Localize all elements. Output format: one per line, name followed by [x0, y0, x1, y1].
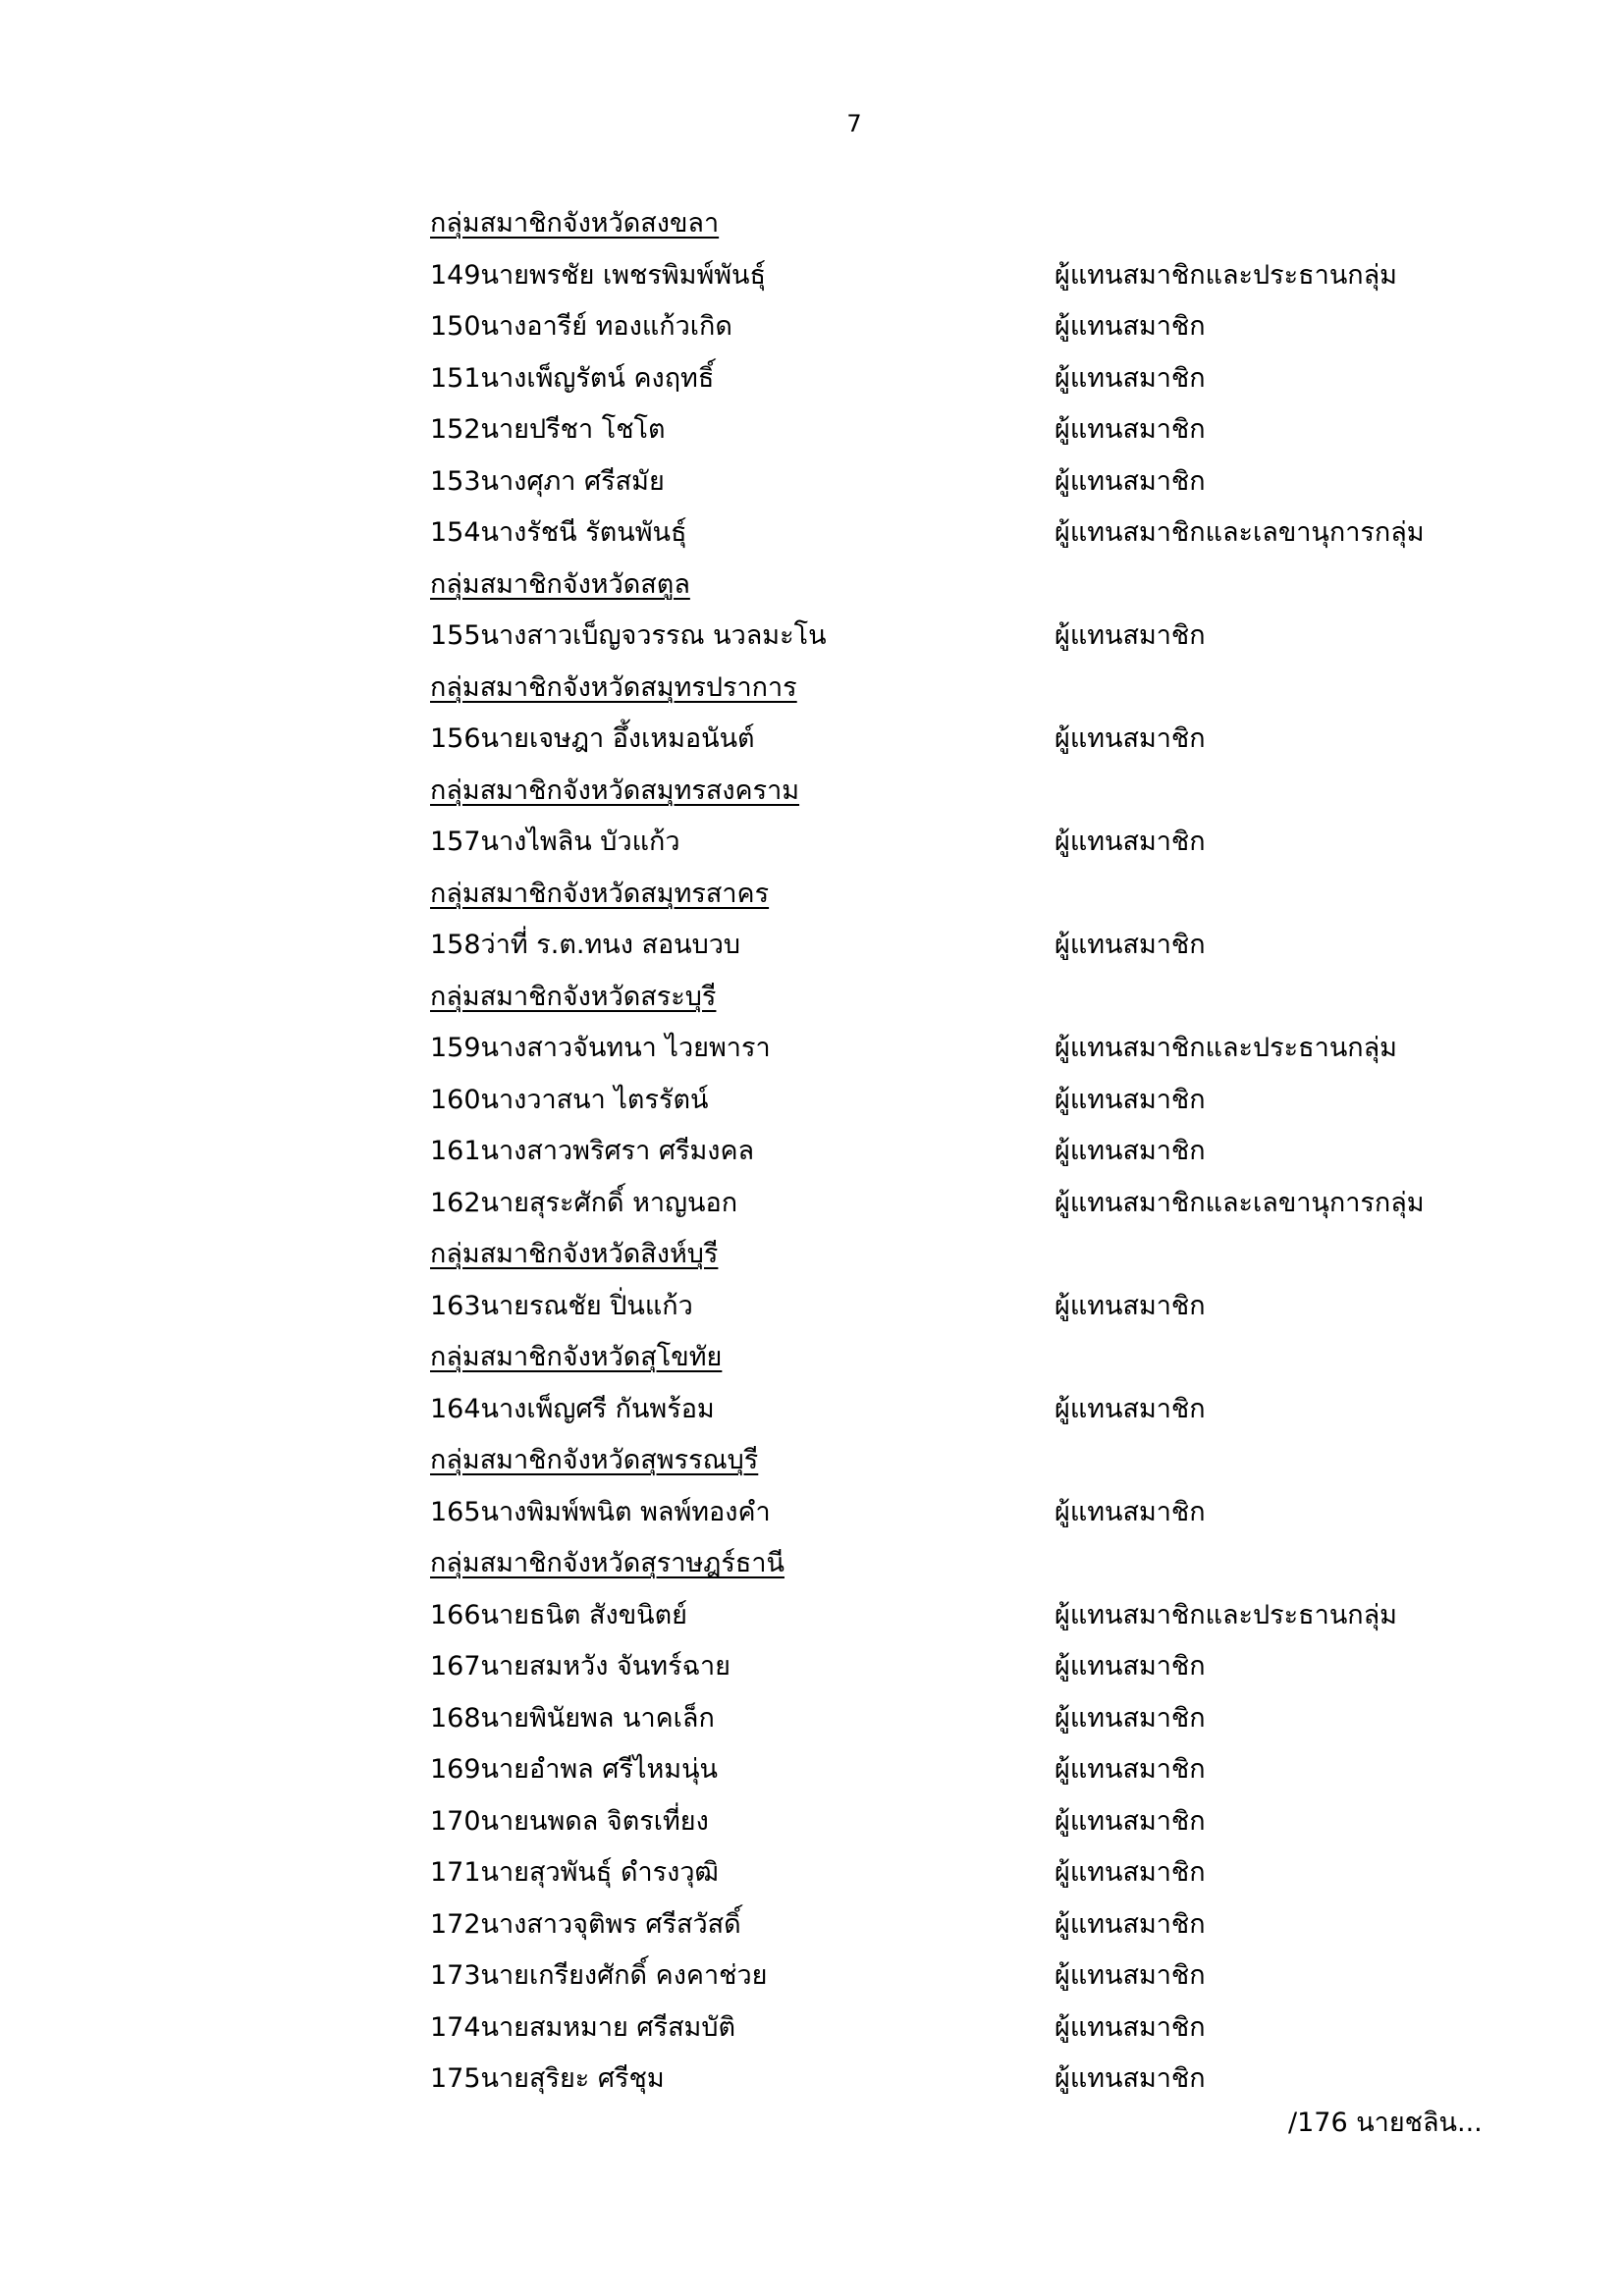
member-number: 154 [430, 517, 481, 548]
member-name: นายพรชัย เพชรพิมพ์พันธุ์ [480, 259, 766, 291]
member-role: ผู้แทนสมาชิก [1055, 1136, 1206, 1166]
member-name: นายสุริยะ ศรีชุม [480, 2063, 665, 2094]
member-row [430, 1899, 1510, 1951]
member-number: 175 [430, 2063, 481, 2094]
member-number: 169 [430, 1754, 481, 1785]
member-name: นายรณชัย ปิ่นแก้ว [480, 1290, 693, 1321]
member-name: นางเพ็ญศรี กันพร้อม [480, 1393, 715, 1424]
member-name: นางอารีย์ ทองแก้วเกิด [480, 311, 732, 342]
member-row [430, 2054, 1510, 2106]
section-heading: กลุ่มสมาชิกจังหวัดสตูล [430, 568, 690, 600]
member-name: นายธนิต สังขนิตย์ [480, 1599, 687, 1630]
section-heading: กลุ่มสมาชิกจังหวัดสงขลา [430, 208, 720, 239]
member-name: นายสุวพันธุ์ ดำรงวุฒิ [480, 1857, 719, 1888]
member-row [430, 301, 1510, 353]
member-number: 170 [430, 1805, 481, 1837]
member-role: ผู้แทนสมาชิกและเลขานุการกลุ่ม [1055, 517, 1425, 548]
member-row [430, 250, 1510, 302]
member-row [430, 1126, 1510, 1178]
member-row [430, 1744, 1510, 1796]
member-number: 151 [430, 362, 481, 394]
member-name: นางไพลิน บัวแก้ว [480, 827, 680, 857]
member-role: ผู้แทนสมาชิก [1055, 2011, 1206, 2043]
member-role: ผู้แทนสมาชิก [1055, 723, 1206, 754]
section-heading: กลุ่มสมาชิกจังหวัดสมุทรสงคราม [430, 774, 800, 806]
member-name: นางสาวพริศรา ศรีมงคล [480, 1136, 755, 1166]
member-name: นายอำพล ศรีไหมนุ่น [480, 1754, 719, 1785]
member-number: 164 [430, 1393, 481, 1424]
member-role: ผู้แทนสมาชิก [1055, 1857, 1206, 1888]
member-list [430, 198, 1510, 2106]
member-row [430, 817, 1510, 869]
member-role: ผู้แทนสมาชิก [1055, 311, 1206, 342]
member-row [430, 353, 1510, 405]
member-number: 173 [430, 1960, 481, 1991]
member-row [430, 1075, 1510, 1127]
member-row [430, 1487, 1510, 1539]
member-row [430, 1847, 1510, 1899]
member-row [430, 611, 1510, 663]
member-row [430, 1693, 1510, 1745]
member-number: 167 [430, 1651, 481, 1682]
member-name: นางรัชนี รัตนพันธุ์ [480, 517, 687, 548]
member-number: 159 [430, 1033, 481, 1063]
member-row [430, 714, 1510, 766]
member-row [430, 1796, 1510, 1848]
member-role: ผู้แทนสมาชิก [1055, 465, 1206, 497]
member-row [430, 404, 1510, 456]
member-role: ผู้แทนสมาชิกและประธานกลุ่ม [1055, 1599, 1397, 1630]
member-role: ผู้แทนสมาชิก [1055, 1908, 1206, 1940]
member-number: 172 [430, 1908, 481, 1940]
member-row [430, 456, 1510, 508]
section-heading: กลุ่มสมาชิกจังหวัดสุราษฎร์ธานี [430, 1548, 784, 1578]
member-row [430, 1178, 1510, 1230]
member-row [430, 1281, 1510, 1333]
member-name: นางวาสนา ไตรรัตน์ [480, 1084, 709, 1115]
member-name: นายนพดล จิตรเที่ยง [480, 1805, 709, 1837]
member-number: 163 [430, 1290, 481, 1321]
member-name: นายปรีชา โชโต [480, 414, 666, 445]
member-row [430, 1641, 1510, 1693]
member-name: นายสุระศักดิ์ หาญนอก [480, 1187, 738, 1218]
member-role: ผู้แทนสมาชิก [1055, 362, 1206, 394]
member-role: ผู้แทนสมาชิกและประธานกลุ่ม [1055, 1033, 1397, 1063]
member-number: 156 [430, 723, 481, 754]
member-number: 166 [430, 1599, 481, 1630]
section-heading: กลุ่มสมาชิกจังหวัดสุโขทัย [430, 1342, 723, 1372]
member-role: ผู้แทนสมาชิก [1055, 1960, 1206, 1991]
member-name: ว่าที่ ร.ต.ทนง สอนบวบ [480, 930, 741, 960]
member-role: ผู้แทนสมาชิก [1055, 620, 1206, 651]
member-role: ผู้แทนสมาชิก [1055, 1393, 1206, 1424]
member-name: นางสาวจันทนา ไวยพารา [480, 1033, 771, 1063]
member-number: 168 [430, 1702, 481, 1734]
continuation-note: /176 นายชลิน... [1288, 2108, 1483, 2138]
member-role: ผู้แทนสมาชิก [1055, 930, 1206, 960]
member-role: ผู้แทนสมาชิกและเลขานุการกลุ่ม [1055, 1187, 1425, 1218]
section-heading: กลุ่มสมาชิกจังหวัดสิงห์บุรี [430, 1239, 719, 1269]
member-name: นางเพ็ญรัตน์ คงฤทธิ์ [480, 362, 715, 394]
member-name: นายพินัยพล นาคเล็ก [480, 1702, 715, 1734]
member-number: 160 [430, 1084, 481, 1115]
member-role: ผู้แทนสมาชิก [1055, 1702, 1206, 1734]
member-name: นายสมหวัง จันทร์ฉาย [480, 1651, 730, 1682]
section-heading: กลุ่มสมาชิกจังหวัดสุพรรณบุรี [430, 1445, 759, 1475]
member-role: ผู้แทนสมาชิก [1055, 1754, 1206, 1785]
member-number: 150 [430, 311, 481, 342]
member-number: 152 [430, 414, 481, 445]
member-name: นางสาวจุติพร ศรีสวัสดิ์ [480, 1908, 741, 1940]
member-number: 157 [430, 827, 481, 857]
member-row [430, 507, 1510, 560]
member-row [430, 1384, 1510, 1436]
member-name: นางศุภา ศรีสมัย [480, 465, 665, 497]
member-number: 162 [430, 1187, 481, 1218]
member-role: ผู้แทนสมาชิก [1055, 1496, 1206, 1527]
member-number: 161 [430, 1136, 481, 1166]
member-number: 158 [430, 930, 481, 960]
section-heading: กลุ่มสมาชิกจังหวัดสระบุรี [430, 981, 717, 1012]
member-row [430, 1950, 1510, 2002]
member-role: ผู้แทนสมาชิกและประธานกลุ่ม [1055, 259, 1397, 291]
member-number: 174 [430, 2011, 481, 2043]
member-row [430, 1023, 1510, 1075]
member-name: นายสมหมาย ศรีสมบัติ [480, 2011, 736, 2043]
section-heading: กลุ่มสมาชิกจังหวัดสมุทรสาคร [430, 878, 770, 909]
member-row [430, 2002, 1510, 2055]
member-role: ผู้แทนสมาชิก [1055, 414, 1206, 445]
member-number: 155 [430, 620, 481, 651]
member-name: นายเจษฎา อึ้งเหมอนันต์ [480, 723, 755, 754]
member-role: ผู้แทนสมาชิก [1055, 1651, 1206, 1682]
member-row [430, 920, 1510, 972]
section-heading: กลุ่มสมาชิกจังหวัดสมุทรปราการ [430, 671, 797, 703]
member-role: ผู้แทนสมาชิก [1055, 2063, 1206, 2094]
member-number: 171 [430, 1857, 481, 1888]
member-number: 149 [430, 259, 481, 291]
member-name: นายเกรียงศักดิ์ คงคาช่วย [480, 1960, 768, 1991]
member-number: 165 [430, 1496, 481, 1527]
member-number: 153 [430, 465, 481, 497]
member-role: ผู้แทนสมาชิก [1055, 827, 1206, 857]
member-role: ผู้แทนสมาชิก [1055, 1290, 1206, 1321]
member-name: นางสาวเบ็ญจวรรณ นวลมะโน [480, 620, 827, 651]
member-name: นางพิมพ์พนิต พลพ์ทองคำ [480, 1496, 771, 1527]
page-number: 7 [846, 110, 862, 137]
member-role: ผู้แทนสมาชิก [1055, 1805, 1206, 1837]
member-role: ผู้แทนสมาชิก [1055, 1084, 1206, 1115]
member-row [430, 1590, 1510, 1642]
